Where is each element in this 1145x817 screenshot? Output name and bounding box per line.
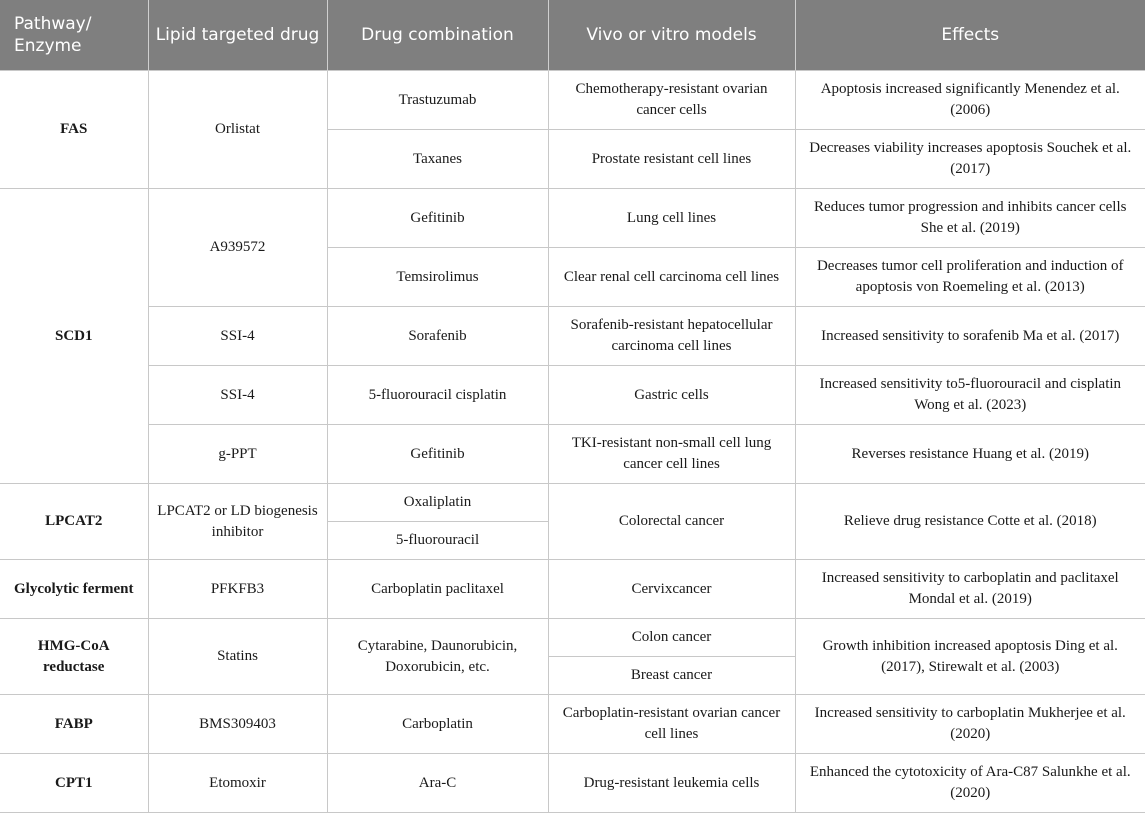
combo-cell: Taxanes [327, 130, 548, 189]
table-row [0, 307, 1145, 366]
model-cell: Colorectal cancer [548, 484, 795, 560]
model-cell: Colon cancer [548, 619, 795, 657]
model-cell: Carboplatin-resistant ovarian cancer cell lines [548, 695, 795, 754]
enzyme-cell: CPT1 [0, 754, 148, 813]
enzyme-cell: LPCAT2 [0, 484, 148, 560]
model-cell: Chemotherapy-resistant ovarian cancer cells [548, 71, 795, 130]
table-row [0, 484, 1145, 522]
model-cell: Drug-resistant leukemia cells [548, 754, 795, 813]
table-row [0, 619, 1145, 657]
table-row [0, 695, 1145, 754]
model-cell: Gastric cells [548, 366, 795, 425]
drug-cell: PFKFB3 [148, 560, 327, 619]
enzyme-cell: SCD1 [0, 189, 148, 484]
drug-cell: BMS309403 [148, 695, 327, 754]
model-cell: Cervixcancer [548, 560, 795, 619]
table-row [0, 560, 1145, 619]
effect-cell: Decreases tumor cell proliferation and induction of apoptosis von Roemeling et al. (2013) [795, 248, 1145, 307]
effect-cell: Reduces tumor progression and inhibits cancer cells She et al. (2019) [795, 189, 1145, 248]
table-row [0, 425, 1145, 484]
effect-cell: Increased sensitivity to5-fluorouracil and cisplatin Wong et al. (2023) [795, 366, 1145, 425]
combo-cell: Carboplatin paclitaxel [327, 560, 548, 619]
table-row [0, 366, 1145, 425]
drug-cell: SSI-4 [148, 366, 327, 425]
combo-cell: 5-fluorouracil [327, 522, 548, 560]
model-cell: Sorafenib-resistant hepatocellular carcinoma cell lines [548, 307, 795, 366]
effect-cell: Apoptosis increased significantly Menendez et al. (2006) [795, 71, 1145, 130]
effect-cell: Relieve drug resistance Cotte et al. (2018) [795, 484, 1145, 560]
table-row [0, 71, 1145, 130]
drug-cell: SSI-4 [148, 307, 327, 366]
enzyme-cell: Glycolytic ferment [0, 560, 148, 619]
header-pathway-enzyme: Pathway/ Enzyme [0, 0, 148, 71]
combo-cell: Sorafenib [327, 307, 548, 366]
model-cell: Lung cell lines [548, 189, 795, 248]
header-effects: Effects [795, 0, 1145, 71]
model-cell: TKI-resistant non-small cell lung cancer cell lines [548, 425, 795, 484]
combo-cell: Oxaliplatin [327, 484, 548, 522]
effect-cell: Enhanced the cytotoxicity of Ara-C87 Salunkhe et al. (2020) [795, 754, 1145, 813]
header-models: Vivo or vitro models [548, 0, 795, 71]
model-cell: Breast cancer [548, 657, 795, 695]
effect-cell: Decreases viability increases apoptosis Souchek et al. (2017) [795, 130, 1145, 189]
effect-cell: Reverses resistance Huang et al. (2019) [795, 425, 1145, 484]
combo-cell: Gefitinib [327, 189, 548, 248]
combo-cell: Cytarabine, Daunorubicin, Doxorubicin, etc. [327, 619, 548, 695]
combo-cell: Carboplatin [327, 695, 548, 754]
model-cell: Prostate resistant cell lines [548, 130, 795, 189]
header-lipid-targeted-drug: Lipid targeted drug [148, 0, 327, 71]
model-cell: Clear renal cell carcinoma cell lines [548, 248, 795, 307]
enzyme-cell: FAS [0, 71, 148, 189]
combo-cell: Gefitinib [327, 425, 548, 484]
enzyme-cell: HMG-CoA reductase [0, 619, 148, 695]
effect-cell: Growth inhibition increased apoptosis Ding et al. (2017), Stirewalt et al. (2003) [795, 619, 1145, 695]
drug-cell: g-PPT [148, 425, 327, 484]
table-row [0, 189, 1145, 248]
effect-cell: Increased sensitivity to sorafenib Ma et al. (2017) [795, 307, 1145, 366]
drug-cell: Orlistat [148, 71, 327, 189]
combo-cell: Trastuzumab [327, 71, 548, 130]
drug-cell: A939572 [148, 189, 327, 307]
effect-cell: Increased sensitivity to carboplatin Mukherjee et al. (2020) [795, 695, 1145, 754]
combo-cell: Ara-C [327, 754, 548, 813]
drug-cell: Statins [148, 619, 327, 695]
enzyme-cell: FABP [0, 695, 148, 754]
effect-cell: Increased sensitivity to carboplatin and paclitaxel Mondal et al. (2019) [795, 560, 1145, 619]
combo-cell: Temsirolimus [327, 248, 548, 307]
header-drug-combination: Drug combination [327, 0, 548, 71]
table-row [0, 754, 1145, 813]
combo-cell: 5-fluorouracil cisplatin [327, 366, 548, 425]
drug-cell: Etomoxir [148, 754, 327, 813]
drug-cell: LPCAT2 or LD biogenesis inhibitor [148, 484, 327, 560]
header-row [0, 0, 1145, 71]
